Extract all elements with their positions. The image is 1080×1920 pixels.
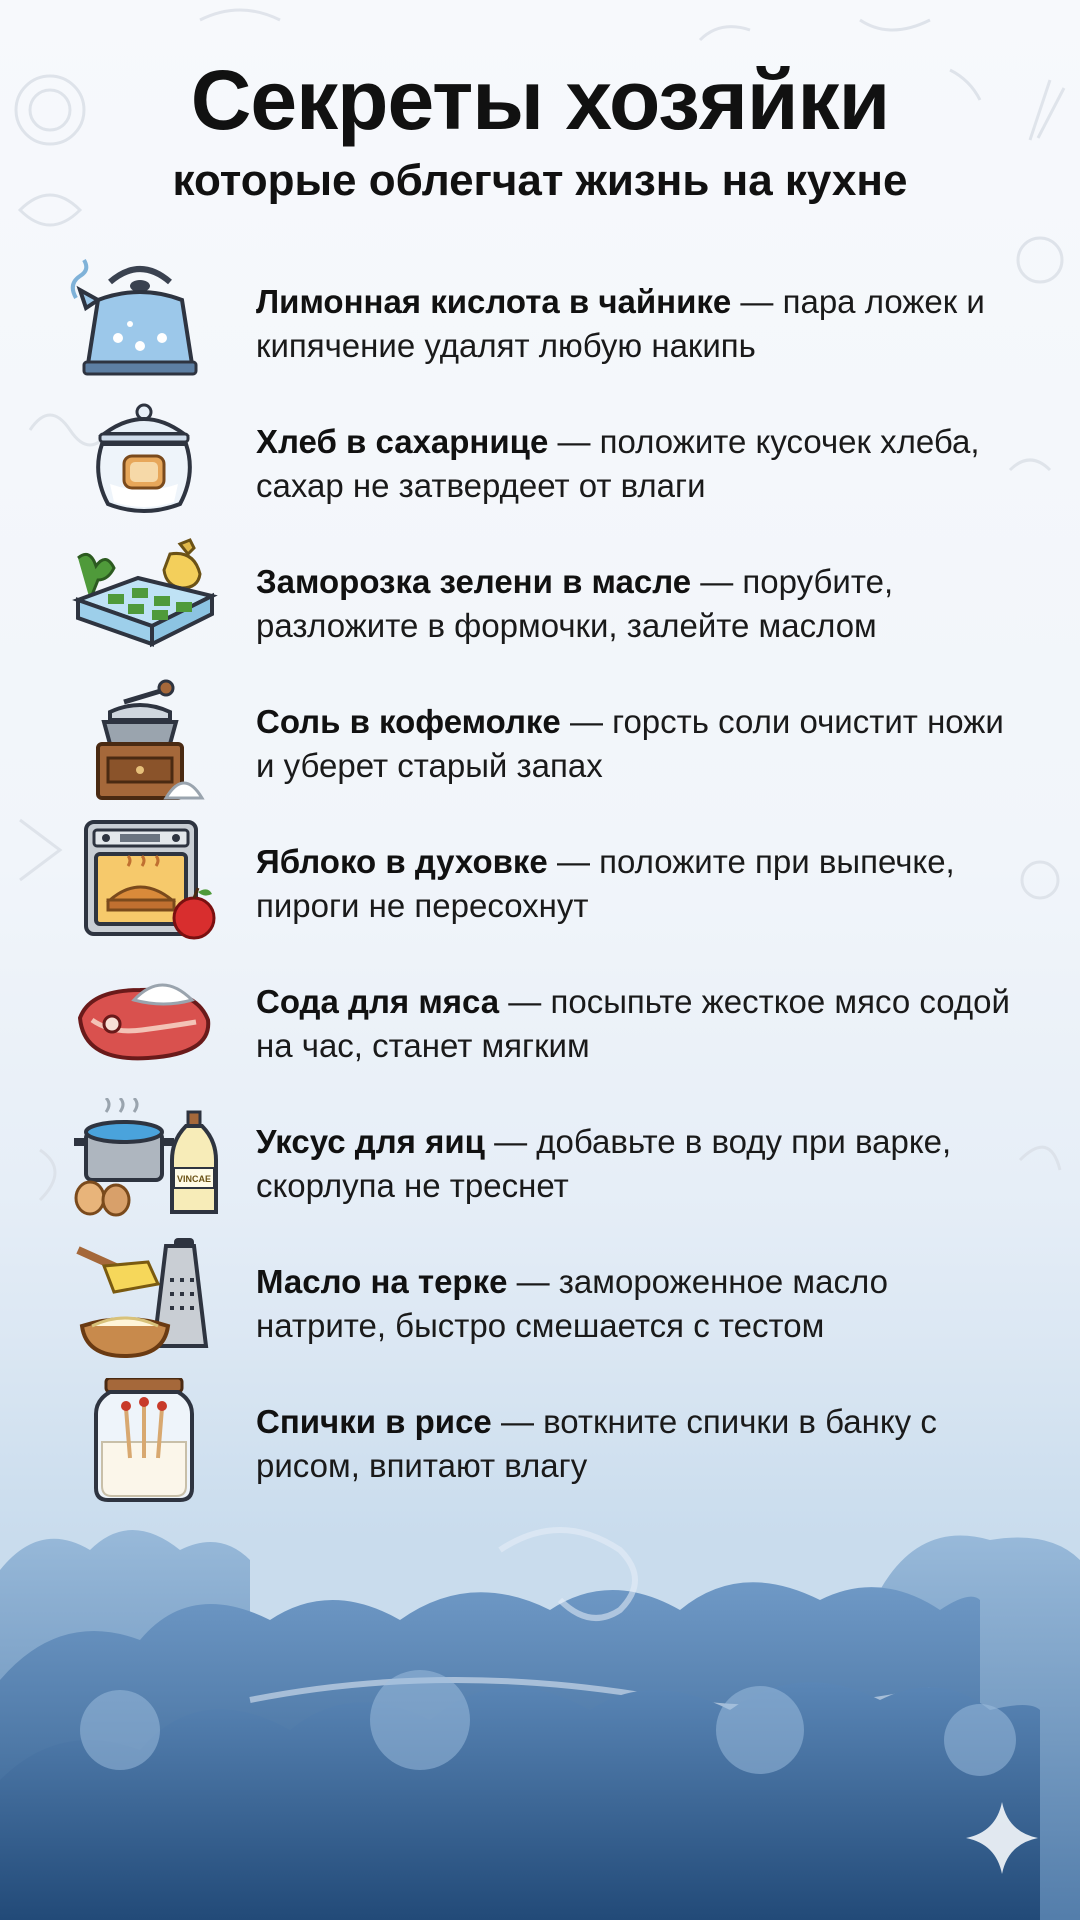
tip-item — [0, 1232, 1080, 1372]
tip-text — [256, 1120, 1026, 1208]
pot-eggs-vinegar-icon — [70, 1098, 218, 1222]
tip-title: Сода для мяса — [256, 983, 500, 1020]
tip-text — [256, 560, 1026, 648]
coffee-grinder-icon — [70, 678, 218, 802]
page-title: Секреты хозяйки — [190, 53, 890, 147]
tip-description: — замороженное масло натрите, быстро смешается с тестом — [256, 1263, 888, 1344]
tip-description: — порубите, разложите в формочки, залейте маслом — [256, 563, 894, 644]
tip-title: Заморозка зелени в масле — [256, 563, 692, 600]
tip-description: — добавьте в воду при варке, скорлупа не треснет — [256, 1123, 952, 1204]
tip-item — [0, 812, 1080, 952]
tip-item — [0, 532, 1080, 672]
kettle-icon — [70, 258, 218, 382]
vinegar-label: VINCAE — [176, 1174, 212, 1184]
tip-text — [256, 840, 1026, 928]
sparkle-icon — [964, 1800, 1040, 1876]
tip-text — [256, 420, 1026, 508]
tip-description: — пара ложек и кипячение удалят любую накипь — [256, 283, 985, 364]
tip-description: — воткните спички в банку с рисом, впитают влагу — [256, 1403, 937, 1484]
tip-item — [0, 392, 1080, 532]
header — [0, 52, 1080, 210]
tip-title: Хлеб в сахарнице — [256, 423, 549, 460]
page-subtitle: которые облегчат жизнь на кухне — [172, 156, 908, 205]
tip-text — [256, 700, 1026, 788]
tip-text — [256, 1260, 1026, 1348]
tip-title: Спички в рисе — [256, 1403, 492, 1440]
sugar-bowl-icon — [70, 398, 218, 522]
tip-description: — положите кусочек хлеба, сахар не затвердеет от влаги — [256, 423, 980, 504]
oven-apple-icon — [70, 818, 218, 942]
tip-item — [0, 1092, 1080, 1232]
ice-tray-herbs-icon — [70, 538, 218, 662]
steak-soda-icon — [70, 958, 218, 1082]
tip-description: — положите при выпечке, пироги не пересохнут — [256, 843, 955, 924]
tip-text — [256, 280, 1026, 368]
tip-title: Соль в кофемолке — [256, 703, 561, 740]
tip-item — [0, 952, 1080, 1092]
butter-grater-icon — [70, 1238, 218, 1362]
tip-item — [0, 672, 1080, 812]
tip-title: Лимонная кислота в чайнике — [256, 283, 732, 320]
tip-title: Яблоко в духовке — [256, 843, 548, 880]
tip-description: — горсть соли очистит ножи и уберет старый запах — [256, 703, 1004, 784]
tips-list — [0, 252, 1080, 1512]
tip-text — [256, 1400, 1026, 1488]
clouds-decoration — [0, 1480, 1080, 1920]
tip-description: — посыпьте жесткое мясо содой на час, станет мягким — [256, 983, 1010, 1064]
tip-title: Масло на терке — [256, 1263, 508, 1300]
tip-title: Уксус для яиц — [256, 1123, 485, 1160]
tip-text — [256, 980, 1026, 1068]
tip-item — [0, 252, 1080, 392]
